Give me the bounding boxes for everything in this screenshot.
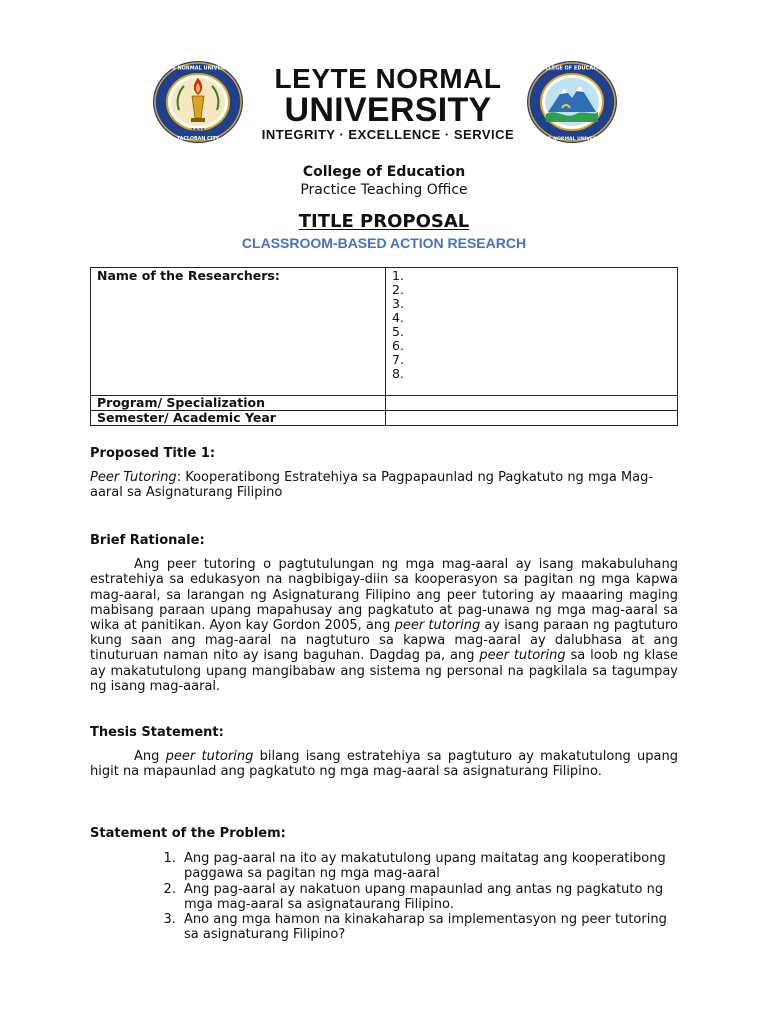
page-title <box>0 211 768 232</box>
table-row <box>91 268 678 396</box>
svg-text:COLLEGE OF EDUCATION: COLLEGE OF EDUCATION <box>537 65 607 72</box>
table-row <box>91 411 678 426</box>
proposed-title-section <box>90 446 678 501</box>
researcher-slot: 5. <box>392 324 404 339</box>
proposed-title-rest: : Kooperatibong Estratehiya sa Pagpapaunlad ng Pagkatuto ng mga Mag-aaral sa Asignaturang Filipino <box>90 470 654 501</box>
thesis-text-2: bilang isang estratehiya sa pagtuturo ay makatutulong upang higit na mapaunlad ang pagkatuto ng mga mag-aaral sa asignaturang Filipino. <box>90 749 679 780</box>
office-name: Practice Teaching Office <box>300 182 468 198</box>
svg-text:LEYTE NORMAL UNIVERSITY: LEYTE NORMAL UNIVERSITY <box>158 65 238 72</box>
researcher-info-table <box>90 267 678 426</box>
university-seal-logo <box>152 60 244 144</box>
researcher-slot-list <box>392 269 671 381</box>
thesis-section <box>90 725 678 780</box>
list-item: 3. Ano ang mga hamon na kinakaharap sa implementasyon ng peer tutoring sa asignaturang Filipino? <box>180 912 678 942</box>
semester-value <box>386 411 678 426</box>
rationale-text-1: Ang peer tutoring o pagtutulungan ng mga mag-aaral ay isang makabuluhang estratehiya sa edukasyon na nagbibigay-diin sa kooperasyon sa pagitan ng mga kapwa mag-aaral, sa larangan ng Asignaturang Filipino ang peer tutoring ay maaaring maging mabisang paraan upang mapahusay ang pagkatuto at pag-unawa ng mga mag-aaral sa wika at panitikan. Ayon kay Gordon 2005, ang <box>90 557 678 634</box>
rationale-section <box>90 533 678 694</box>
svg-text:LEYTE NORMAL UNIVERSITY: LEYTE NORMAL UNIVERSITY <box>535 137 609 142</box>
page-subtitle: CLASSROOM-BASED ACTION RESEARCH <box>241 235 527 251</box>
thesis-italic: peer tutoring <box>165 749 254 765</box>
thesis-paragraph <box>90 749 678 779</box>
semester-label: Semester/ Academic Year <box>91 411 386 426</box>
thesis-text-1: Ang <box>134 749 166 765</box>
researcher-slot: 8. <box>392 366 404 381</box>
researcher-slot: 7. <box>392 352 404 367</box>
researchers-label: Name of the Researchers: <box>91 268 386 396</box>
problem-section <box>90 826 678 942</box>
researcher-slot: 2. <box>392 282 404 297</box>
list-item: 1. Ang pag-aaral na ito ay makatutulong upang maitatag ang kooperatibong paggawa sa pagitan ng mga mag-aaral <box>180 851 678 881</box>
wordmark-line-2: UNIVERSITY <box>284 91 492 129</box>
rationale-heading: Brief Rationale: <box>90 533 205 548</box>
table-row <box>91 396 678 411</box>
researcher-slot: 6. <box>392 338 404 353</box>
college-name: College of Education <box>302 164 466 180</box>
program-value <box>386 396 678 411</box>
university-header <box>150 60 620 145</box>
university-motto: INTEGRITY · EXCELLENCE · SERVICE <box>261 127 515 142</box>
svg-text:1921: 1921 <box>191 128 205 134</box>
college-seal-logo <box>526 60 618 144</box>
university-wordmark <box>256 64 520 143</box>
rationale-italic-2: peer tutoring <box>479 648 566 664</box>
researcher-slot: 1. <box>392 268 404 283</box>
rationale-text-3: sa loob ng klase ay makatutulong upang mangibabaw ang sistema ng personal na pagkilala sa tagumpay ng isang mag-aaral. <box>90 648 678 694</box>
list-item: 2. Ang pag-aaral ay nakatuon upang mapaunlad ang antas ng pagkatuto ng mga mag-aaral sa asignataurang Filipino. <box>180 882 678 912</box>
researcher-slot: 4. <box>392 310 404 325</box>
page-title-text: TITLE PROPOSAL <box>298 211 470 232</box>
thesis-heading: Thesis Statement: <box>90 725 224 740</box>
rationale-italic-1: peer tutoring <box>394 618 481 634</box>
wordmark-line-1: LEYTE NORMAL <box>274 63 502 94</box>
proposed-title-italic: Peer Tutoring <box>90 470 177 486</box>
svg-text:TACLOBAN CITY: TACLOBAN CITY <box>176 137 220 142</box>
rationale-paragraph <box>90 557 678 694</box>
researchers-value-cell <box>386 268 678 396</box>
problem-heading: Statement of the Problem: <box>90 826 286 841</box>
proposed-title-heading: Proposed Title 1: <box>90 446 216 461</box>
program-label: Program/ Specialization <box>91 396 386 411</box>
researcher-slot: 3. <box>392 296 404 311</box>
rationale-text-2: ay isang paraan ng pagtuturo kung saan ang mag-aaral na nagtuturo sa kapwa mag-aaral ay dalubhasa at ang tinuturuan naman nito ay isang baguhan. Dagdag pa, ang <box>90 618 679 664</box>
proposed-title-text <box>90 470 678 500</box>
problem-list <box>90 851 678 942</box>
